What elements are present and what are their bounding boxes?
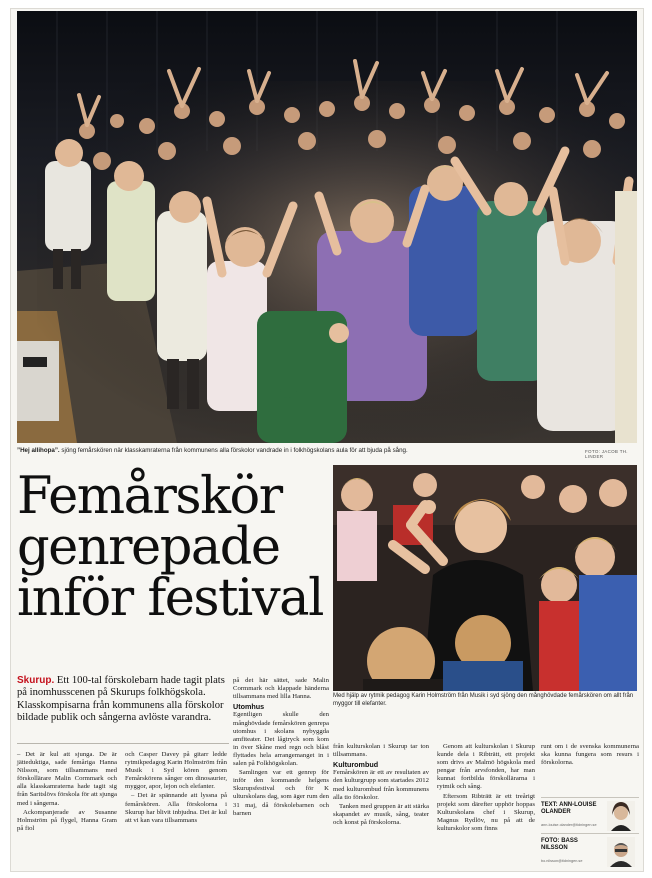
byline-photo-label: FOTO: BASS NILSSON (541, 838, 578, 851)
col2-paragraph-2: – Det är spännande att lyssna på femårskören. Alla förskolorna i Skurup har blivit inbjudna. Det är kul att vi kan vara tillsammans (125, 792, 227, 824)
body-column-6 (541, 743, 639, 768)
col6-paragraph-1: runt om i de svenska kommunerna ska kunna fungera som resurs i förskolorna. (541, 743, 639, 767)
ingress-text: Ett 100-tal förskolebarn hade tagit plats på inomhusscenen på Skurups folkhögskola. Klasskompisarna från kommunens alla förskolor bildade publik och sångerna avlöste varandra. (17, 675, 225, 723)
col3-paragraph-1: på det här sättet, sade Malin Cormmark och klappade händerna tillsammans med lilla Hanna. (233, 677, 329, 701)
col4-paragraph-1: från kulturskolan i Skurup tar ton tillsammans. (333, 743, 429, 759)
col5-paragraph-1: Genom att kulturskolan i Skurup kunde dela i Ribträtt, ett projekt som drivs av Malmö högskola med pengar från arvsfonden, har man kunnat fortbilda förskollärarna i rytmik och sång. (437, 743, 535, 791)
col1-paragraph-1: – Det är kul att sjunga. De är jätteduktiga, sade femåriga Hanna Nilsson, som tillsammans med förskollärare Malin Cormmark och alla klasskamraterna hade tagit sig från Saritslövs förskola för att sjunga med i sångerna. (17, 751, 117, 807)
article-headline (17, 467, 331, 628)
article-ingress (17, 675, 229, 724)
byline-photo (541, 833, 639, 870)
headline-line-2: genrepade (17, 518, 280, 577)
ingress-divider (17, 743, 229, 744)
caption-lead: ”Hej allihopa”. (17, 447, 60, 454)
body-column-4 (333, 743, 429, 828)
col3-paragraph-3: Samlingen var ett genrep för inför den kommande helgens Skurupsfestival och för K ulturskolans dag, som äger rum den 31 maj, då förskolebarnen och barnen (233, 769, 329, 817)
top-photo-caption (17, 447, 577, 455)
right-photo-teacher-with-children (333, 465, 637, 691)
dateline-place: Skurup. (17, 675, 55, 686)
newspaper-page (10, 8, 644, 872)
right-photo-caption: Med hjälp av rytmik pedagog Karin Holmström från Musik i syd sjöng den månghövdade femårskören om allt från myggor till elefanter. (333, 693, 634, 707)
byline-text (541, 797, 639, 834)
body-column-1 (17, 751, 117, 834)
col2-paragraph-1: och Casper Davey på gitarr ledde rytmikpedagog Karin Holmström från Musik i Syd kören genom Femårskörens sånger om dinosaurier, myggor, apor, lejon och elefanter. (125, 751, 227, 791)
byline-text-email: ann-louise.olander@tidningen.se (541, 823, 597, 827)
headline-line-1: Femårskör (17, 467, 282, 526)
caption-text: sjöng femårskören när klasskamraterna från kommunens alla förskolor vandrade in i folkhögskolans aula för att bjuda på sång. (59, 447, 408, 454)
body-column-5 (437, 743, 535, 834)
col1-paragraph-2: Ackompanjerade av Susanne Holmström på flygel, Hanna Gram på fiol (17, 808, 117, 832)
reporter-avatar (607, 801, 635, 831)
byline-photo-email: bo.nilsson@tidningen.se (541, 859, 583, 863)
col4-paragraph-2: Femårskören är ett av resultaten av den kulturgrupp som startades 2012 med kulturombud från kommunens alla tio förskolor. (333, 769, 429, 801)
headline-line-3: inför festival (17, 569, 323, 628)
choir-photo-illustration (17, 11, 637, 443)
byline-text-label: TEXT: ANN-LOUISE OLANDER (541, 802, 597, 815)
teacher-photo-illustration (333, 465, 637, 691)
subhead-kulturombud: Kulturombud (333, 760, 379, 770)
col4-paragraph-3: Tanken med gruppen är att stärka skapandet av musik, sång, teater och konst på förskolorna. (333, 802, 429, 826)
body-column-3 (233, 677, 329, 819)
top-photo-children-singing (17, 11, 637, 443)
body-column-2 (125, 751, 227, 826)
col5-paragraph-2: Eftersom Ribträtt är ett treårigt projekt som därefter upphör hoppas Kulturskolans chef i Skurup, Magnus Rydlöv, nu på att de kulturskolor som finns (437, 792, 535, 832)
subhead-utomhus: Utomhus (233, 702, 265, 712)
photographer-avatar (607, 837, 635, 867)
col3-paragraph-2: Egentligen skulle den månghövdade femårskören genrepa utomhus i skolans nybyggda amfiteater. Det lågtryck som kom in över Skåne med regn och blåst flyttades hela arrangemanget in i salen på Folkhögskolan. (233, 711, 329, 768)
top-photo-credit: FOTO: JACOB TH. LINDER (585, 449, 628, 459)
